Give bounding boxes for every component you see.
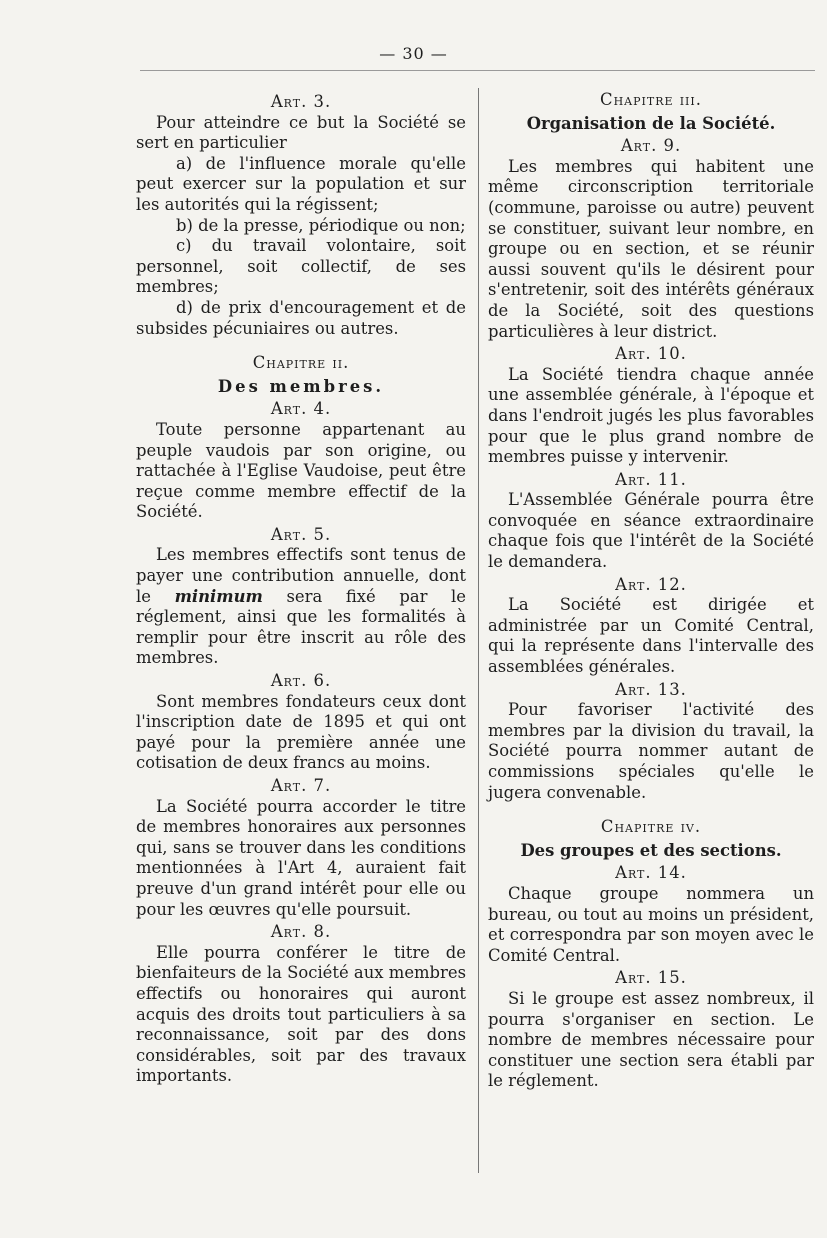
article-10-text: La Société tiendra chaque année une assemblée générale, à l'époque et dans l'endroit jugés les plus favorables pour que le plus grand nombre de membres puisse y intervenir. — [488, 364, 814, 467]
article-5-text-after: sera fixé par le réglement, ainsi que les formalités à remplir pour être inscrit au rôle des membres. — [136, 586, 466, 668]
chapter-4-heading: Chapitre iv. — [600, 817, 702, 837]
chapter-2-heading: Chapitre ii. — [252, 353, 350, 373]
article-12-text: La Société est dirigée et administrée par un Comité Central, qui la représente dans l'intervalle des assemblées générales. — [488, 595, 814, 677]
header-rule — [140, 70, 815, 71]
article-15-heading: Art. 15. — [615, 968, 687, 988]
article-5-text — [136, 545, 466, 669]
article-8-heading: Art. 8. — [270, 922, 332, 942]
chapter-3-title: Organisation de la Société. — [526, 113, 776, 133]
article-11-heading: Art. 11. — [615, 469, 687, 489]
article-14-heading: Art. 14. — [615, 863, 687, 883]
column-divider — [478, 88, 479, 1173]
article-13-heading: Art. 13. — [615, 679, 687, 699]
article-3-item-c: c) du travail volontaire, soit personnel, soit collectif, de ses membres; — [136, 236, 466, 297]
right-column — [488, 90, 814, 1092]
article-8-text: Elle pourra conférer le titre de bienfaiteurs de la Société aux membres effectifs ou honoraires qui auront acquis des droits tout particuliers à sa reconnaissance, soit par des dons considérables, soit par des travaux importants. — [136, 942, 466, 1086]
page-number: — 30 — — [379, 44, 448, 63]
article-11-text: L'Assemblée Générale pourra être convoquée en séance extraordinaire chaque fois que l'intérêt de la Société le demandera. — [488, 490, 814, 572]
article-6-heading: Art. 6. — [270, 671, 332, 691]
chapter-3-heading: Chapitre iii. — [600, 90, 702, 109]
article-3-item-a: a) de l'influence morale qu'elle peut exercer sur la population et sur les autorités qui la régissent; — [136, 153, 466, 214]
article-7-heading: Art. 7. — [270, 776, 332, 795]
article-9-text: Les membres qui habitent une même circonscription territoriale (commune, paroisse ou autre) peuvent se constituer, suivant leur nombre, en groupe ou en section, et se réunir aussi souvent qu'ils le désirent pour s'entretenir, soit des intérêts généraux de la Société, soit des questions particulières à leur district. — [488, 156, 814, 341]
chapter-2-title: Des membres. — [217, 376, 385, 396]
article-15-text: Si le groupe est assez nombreux, il pourra s'organiser en section. Le nombre de membres nécessaire pour constituer une section sera établi par le réglement. — [488, 988, 814, 1091]
article-12-heading: Art. 12. — [615, 574, 687, 594]
article-13-text: Pour favoriser l'activité des membres par la division du travail, la Société pourra nommer autant de commissions spéciales qu'elle le jugera convenable. — [488, 700, 814, 802]
chapter-4-title: Des groupes et des sections. — [520, 840, 782, 860]
article-6-text: Sont membres fondateurs ceux dont l'inscription date de 1895 et qui ont payé pour la première année une cotisation de deux francs au moins. — [136, 691, 466, 773]
article-3-item-d: d) de prix d'encouragement et de subsides pécuniaires ou autres. — [136, 297, 466, 338]
article-3-intro: Pour atteindre ce but la Société se sert en particulier — [136, 112, 466, 153]
article-7-text: La Société pourra accorder le titre de membres honoraires aux personnes qui, sans se trouver dans les conditions mentionnées à l'Art 4, auraient fait preuve d'un grand intérêt pour elle ou pour les œuvres qu'elle poursuit. — [136, 796, 466, 919]
article-5-emphasis: minimum — [174, 586, 263, 606]
article-10-heading: Art. 10. — [615, 344, 687, 364]
left-column — [136, 90, 466, 1087]
article-5-heading: Art. 5. — [270, 524, 332, 544]
article-4-heading: Art. 4. — [270, 399, 332, 419]
article-3-item-b: b) de la presse, périodique ou non; — [176, 215, 466, 235]
article-4-text: Toute personne appartenant au peuple vaudois par son origine, ou rattachée à l'Eglise Vaudoise, peut être reçue comme membre effectif de la Société. — [136, 419, 466, 522]
article-9-heading: Art. 9. — [620, 136, 682, 156]
article-5-text-before: Les membres effectifs sont tenus de payer une contribution annuelle, dont le — [136, 545, 466, 606]
article-14-text: Chaque groupe nommera un bureau, ou tout au moins un président, et correspondra par son moyen avec le Comité Central. — [488, 883, 814, 965]
article-3-heading: Art. 3. — [270, 92, 332, 111]
